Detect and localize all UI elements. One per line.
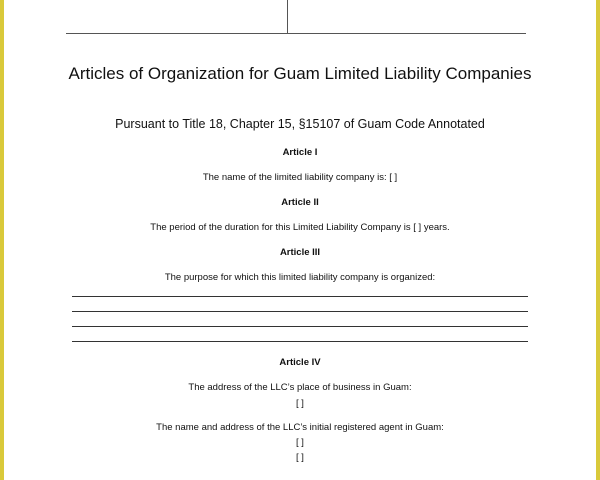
document-page <box>4 0 596 480</box>
article-3-heading: Article III <box>279 247 321 258</box>
article-4-agent-blank-1: [ ] <box>296 437 304 448</box>
document-subtitle: Pursuant to Title 18, Chapter 15, §15107 of Guam Code Annotated <box>115 117 485 131</box>
article-4-heading: Article IV <box>279 357 321 368</box>
article-4-address-blank: [ ] <box>296 398 304 409</box>
document-title: Articles of Organization for Guam Limited Liability Companies <box>68 64 532 83</box>
article-4-address-label: The address of the LLC’s place of business in Guam: <box>188 382 412 393</box>
purpose-line-1 <box>72 296 528 297</box>
article-1-text: The name of the limited liability company is: [ ] <box>202 172 398 183</box>
article-4-agent-label: The name and address of the LLC’s initial registered agent in Guam: <box>156 422 444 433</box>
header-divider-horizontal <box>66 33 526 34</box>
purpose-line-4 <box>72 341 528 342</box>
article-2-text: The period of the duration for this Limited Liability Company is [ ] years. <box>150 222 450 233</box>
article-2-heading: Article II <box>281 197 319 208</box>
purpose-line-2 <box>72 311 528 312</box>
article-4-agent-blank-2: [ ] <box>296 452 304 463</box>
header-divider-vertical <box>287 0 288 33</box>
purpose-line-3 <box>72 326 528 327</box>
article-1-heading: Article I <box>282 147 318 158</box>
article-3-text: The purpose for which this limited liability company is organized: <box>164 272 436 283</box>
